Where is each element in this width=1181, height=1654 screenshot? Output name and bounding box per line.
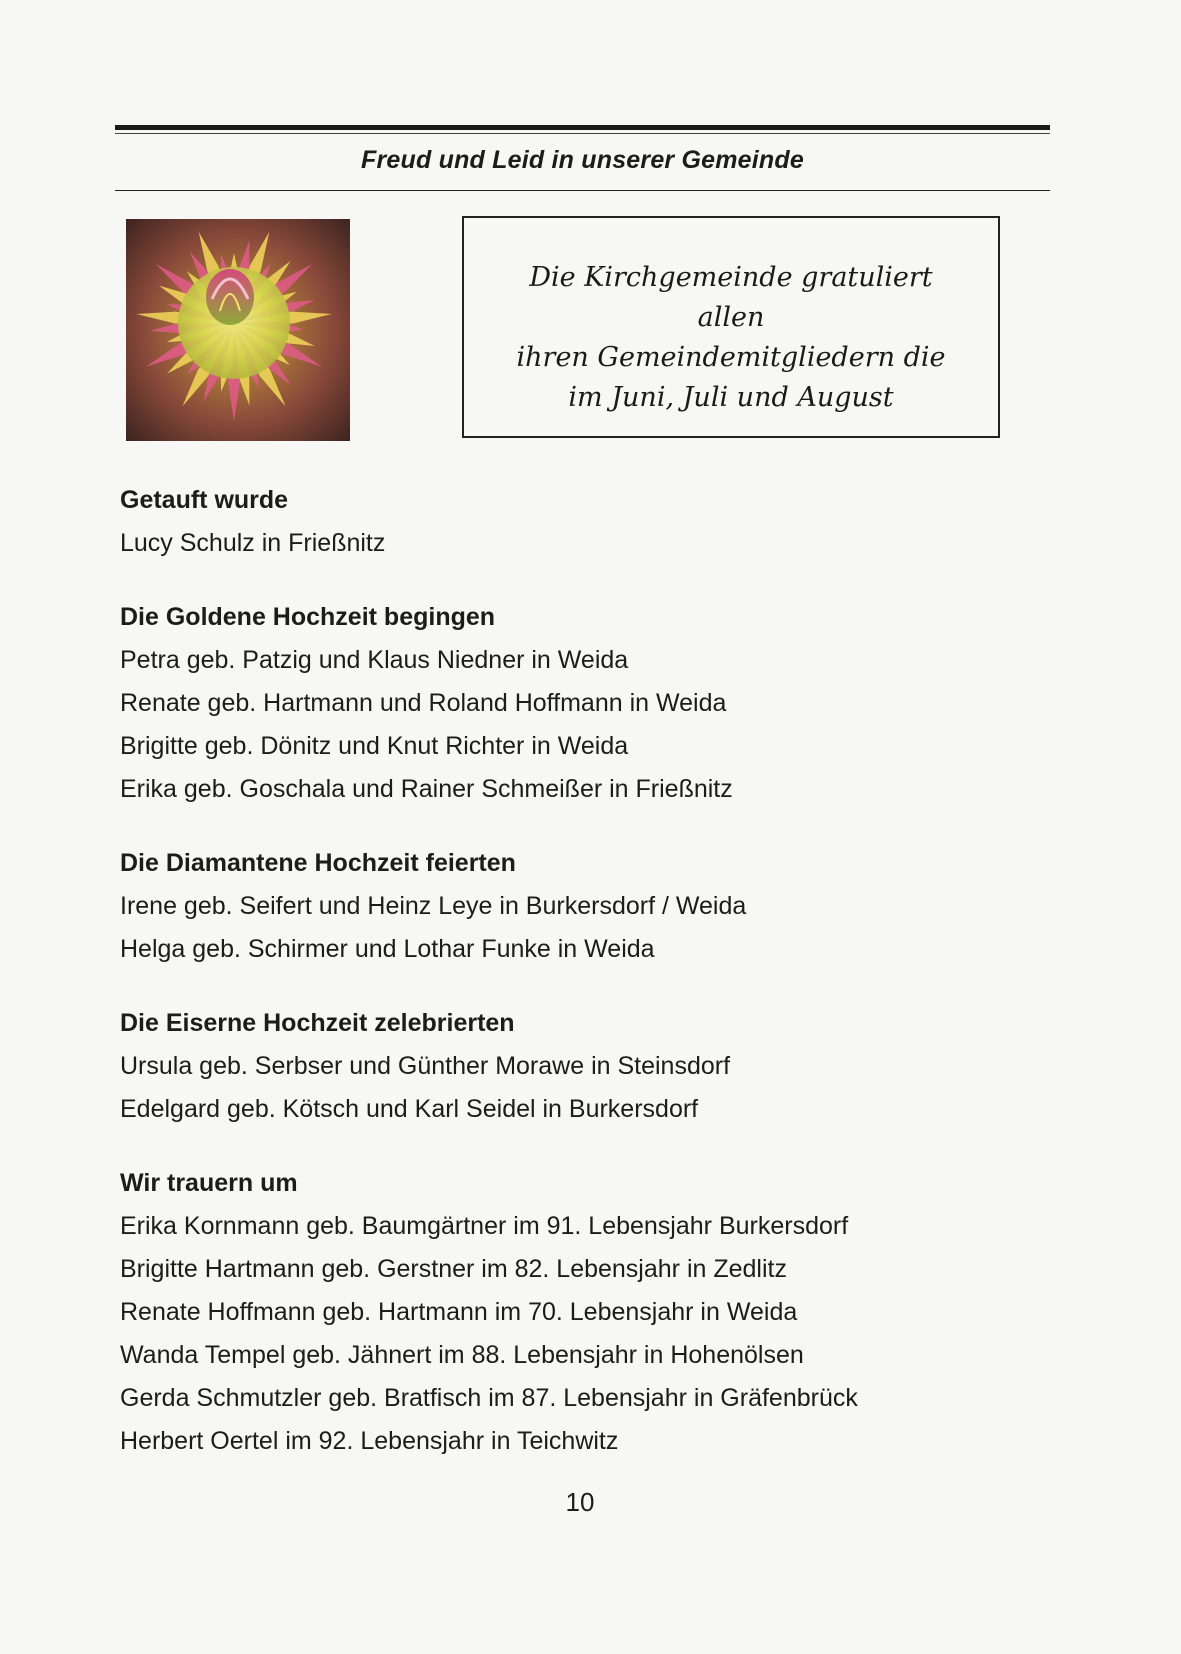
greeting-line: Die Kirchgemeinde gratuliert bbox=[529, 262, 933, 293]
section-golden-wedding bbox=[120, 595, 1050, 811]
dahlia-flower-photo bbox=[126, 219, 350, 441]
list-item: Gerda Schmutzler geb. Bratfisch im 87. Lebensjahr in Gräfenbrück bbox=[120, 1384, 858, 1412]
header-rule-thick bbox=[115, 125, 1050, 130]
section-heading: Die Goldene Hochzeit begingen bbox=[120, 603, 496, 631]
header-rule-bottom bbox=[115, 190, 1050, 191]
page-number: 10 bbox=[565, 1487, 595, 1517]
section-diamond-wedding bbox=[120, 841, 1050, 971]
list-item: Edelgard geb. Kötsch und Karl Seidel in Burkersdorf bbox=[120, 1095, 699, 1123]
section-heading: Wir trauern um bbox=[120, 1169, 298, 1197]
list-item: Wanda Tempel geb. Jähnert im 88. Lebensjahr in Hohenölsen bbox=[120, 1341, 804, 1369]
list-item: Brigitte Hartmann geb. Gerstner im 82. Lebensjahr in Zedlitz bbox=[120, 1255, 787, 1283]
section-mourning bbox=[120, 1161, 1050, 1463]
announcements bbox=[120, 478, 1050, 1493]
header-rule-thin bbox=[115, 133, 1050, 134]
greeting-line: im Juni, Juli und August bbox=[568, 382, 894, 413]
list-item: Herbert Oertel im 92. Lebensjahr in Teichwitz bbox=[120, 1427, 619, 1455]
list-item: Renate Hoffmann geb. Hartmann im 70. Lebensjahr in Weida bbox=[120, 1298, 798, 1326]
greeting-line: allen bbox=[697, 302, 765, 333]
list-item: Renate geb. Hartmann und Roland Hoffmann in Weida bbox=[120, 689, 727, 717]
list-item: Erika geb. Goschala und Rainer Schmeißer in Frießnitz bbox=[120, 775, 733, 803]
greeting-line: ihren Gemeindemitgliedern die bbox=[516, 342, 946, 373]
list-item: Irene geb. Seifert und Heinz Leye in Burkersdorf / Weida bbox=[120, 892, 747, 920]
page-title: Freud und Leid in unserer Gemeinde bbox=[361, 146, 804, 174]
list-item: Helga geb. Schirmer und Lothar Funke in Weida bbox=[120, 935, 655, 963]
list-item: Brigitte geb. Dönitz und Knut Richter in Weida bbox=[120, 732, 629, 760]
list-item: Petra geb. Patzig und Klaus Niedner in Weida bbox=[120, 646, 629, 674]
section-baptism bbox=[120, 478, 1050, 565]
list-item: Erika Kornmann geb. Baumgärtner im 91. Lebensjahr Burkersdorf bbox=[120, 1212, 849, 1240]
section-iron-wedding bbox=[120, 1001, 1050, 1131]
list-item: Lucy Schulz in Frießnitz bbox=[120, 529, 386, 557]
greeting-box bbox=[462, 216, 1000, 438]
list-item: Ursula geb. Serbser und Günther Morawe in Steinsdorf bbox=[120, 1052, 731, 1080]
section-heading: Getauft wurde bbox=[120, 486, 289, 514]
greeting-text bbox=[517, 236, 946, 418]
section-heading: Die Diamantene Hochzeit feierten bbox=[120, 849, 516, 877]
section-heading: Die Eiserne Hochzeit zelebrierten bbox=[120, 1009, 515, 1037]
